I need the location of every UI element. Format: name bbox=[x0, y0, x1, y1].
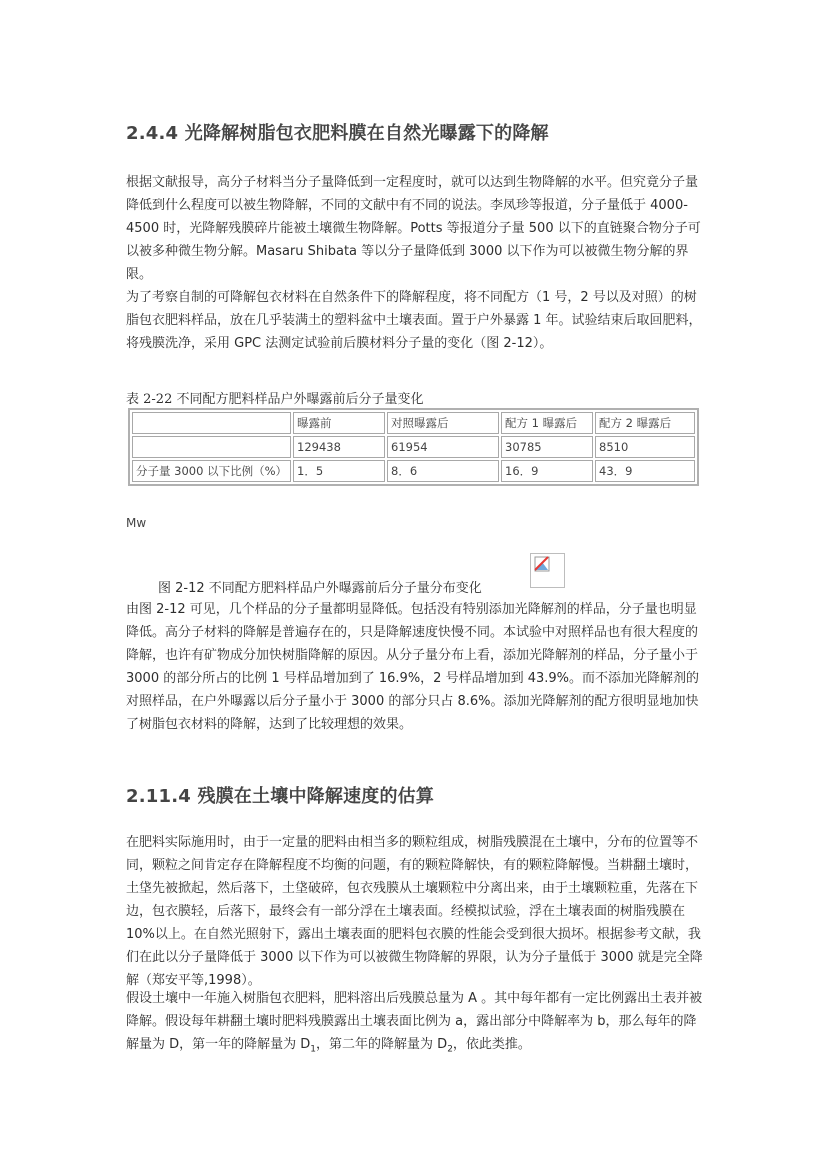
table-cell: 分子量 3000 以下比例（%） bbox=[132, 460, 291, 482]
broken-image-icon bbox=[530, 553, 565, 588]
paragraph-analysis: 由图 2-12 可见，几个样品的分子量都明显降低。包括没有特别添加光降解剂的样品，分子量也明显降低。高分子材料的降解是普遍存在的，只是降解速度快慢不同。本试验中对照样品也有很大程度的降解，也许有矿物成分加快树脂降解的原因。从分子量分布上看，添加光降解剂的样品，分子量小于 3000 的部分所占的比例 1 号样品增加到了 16.9%，2 号样品增加到 43.9%。而不添加光降解剂的对照样品，在户外曝露以后分子量小于 3000 的部分只占 8.6%。添加光降解剂的配方很明显地加快了树脂包衣材料的降解，达到了比较理想的效果。 bbox=[126, 602, 700, 732]
subscript-1: 1 bbox=[310, 1044, 317, 1055]
table-cell bbox=[132, 436, 291, 458]
table-cell: 8510 bbox=[595, 436, 695, 458]
table-header-cell: 配方 2 曝露后 bbox=[595, 412, 695, 434]
table-cell: 1．5 bbox=[293, 460, 385, 482]
table-cell: 30785 bbox=[501, 436, 593, 458]
table-row bbox=[132, 436, 695, 458]
table-header-cell: 对照曝露后 bbox=[387, 412, 499, 434]
assumption-text-a: 假设土壤中一年施入树脂包衣肥料，肥料溶出后残膜总量为 A 。其中每年都有一定比例露出土表并被降解。假设每年耕翻土壤时肥料残膜露出土壤表面比例为 a，露出部分中降解率为 b，那么每年的降解量为 D，第一年的降解量为 D bbox=[126, 991, 703, 1052]
subscript-2: 2 bbox=[447, 1044, 453, 1055]
table-header-cell bbox=[132, 412, 291, 434]
section-heading-2-11-4: 2.11.4 残膜在土壤中降解速度的估算 bbox=[126, 786, 435, 807]
table-cell: 129438 bbox=[293, 436, 385, 458]
assumption-text-c: ，依此类推。 bbox=[452, 1037, 531, 1052]
table-cell: 8．6 bbox=[387, 460, 499, 482]
assumption-text-b: ，第二年的降解量为 D bbox=[316, 1037, 448, 1052]
molecular-weight-table bbox=[128, 408, 699, 486]
paragraph-literature: 根据文献报导，高分子材料当分子量降低到一定程度时，就可以达到生物降解的水平。但究竟分子量降低到什么程度可以被生物降解，不同的文献中有不同的说法。李凤珍等报道，分子量低于 4000-4500 时，光降解残膜碎片能被土壤微生物降解。Potts 等报道分子量 500 以下的直链聚合物分子可以被多种微生物分解。Masaru Shibata 等以分子量降低到 3000 以下作为可以被微生物分解的界限。 bbox=[126, 175, 701, 282]
table-caption: 表 2-22 不同配方肥料样品户外曝露前后分子量变化 bbox=[126, 392, 424, 407]
broken-image-glyph bbox=[531, 554, 564, 587]
paragraph-assumption bbox=[126, 987, 704, 1062]
table-header-cell: 配方 1 曝露后 bbox=[501, 412, 593, 434]
paragraph-field-application: 在肥料实际施用时，由于一定量的肥料由相当多的颗粒组成，树脂残膜混在土壤中，分布的位置等不同，颗粒之间肯定存在降解程度不均衡的问题，有的颗粒降解快，有的颗粒降解慢。当耕翻土壤时，土垡先被掀起，然后落下，土垡破碎，包衣残膜从土壤颗粒中分离出来，由于土壤颗粒重，先落在下边，包衣膜轻，后落下，最终会有一部分浮在土壤表面。经模拟试验，浮在土壤表面的树脂残膜在 10%以上。在自然光照射下，露出土壤表面的肥料包衣膜的性能会受到很大损坏。根据参考文献，我们在此以分子量降低于 3000 以下作为可以被微生物降解的界限，认为分子量低于 3000 就是完全降解（郑安平等,1998）。 bbox=[126, 835, 703, 988]
table-header-row bbox=[132, 412, 695, 434]
table-cell: 43．9 bbox=[595, 460, 695, 482]
table-cell: 16．9 bbox=[501, 460, 593, 482]
section-heading-2-4-4: 2.4.4 光降解树脂包衣肥料膜在自然光曝露下的降解 bbox=[126, 123, 549, 144]
paragraph-experiment: 为了考察自制的可降解包衣材料在自然条件下的降解程度，将不同配方（1 号，2 号以及对照）的树脂包衣肥料样品，放在几乎装满土的塑料盆中土壤表面。置于户外暴露 1 年。试验结束后取回肥料，将残膜洗净，采用 GPC 法测定试验前后膜材料分子量的变化（图 2-12）。 bbox=[126, 290, 702, 351]
mw-label: Mw bbox=[126, 516, 147, 530]
table-cell: 61954 bbox=[387, 436, 499, 458]
table-header-cell: 曝露前 bbox=[293, 412, 385, 434]
figure-caption: 图 2-12 不同配方肥料样品户外曝露前后分子量分布变化 bbox=[158, 581, 482, 596]
table-row bbox=[132, 460, 695, 482]
